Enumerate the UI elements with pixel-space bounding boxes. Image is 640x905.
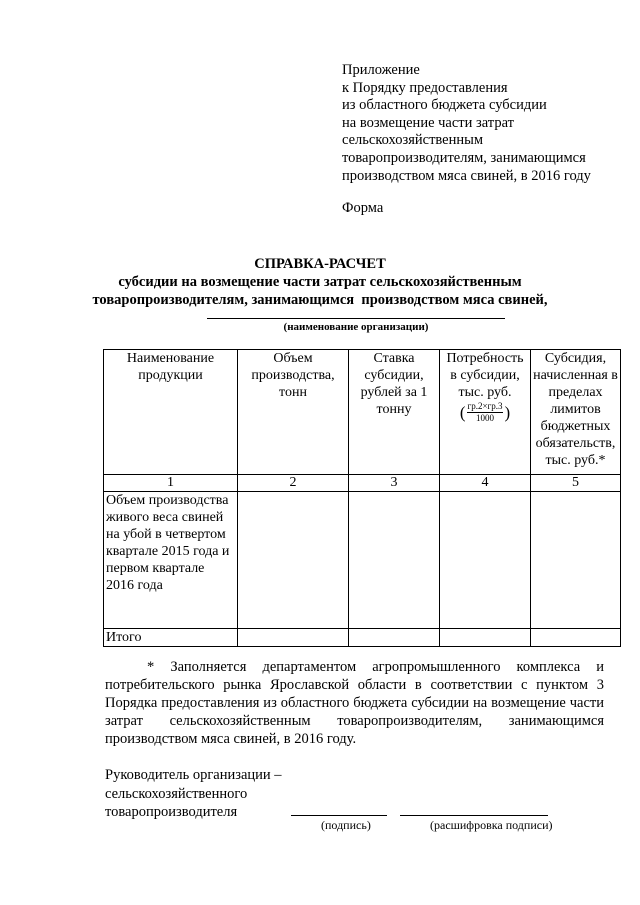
signer-block <box>105 766 282 822</box>
header-subsidy-need: Потребность в субсидии, тыс. руб. ( $\frac{гр.2\times гр.3}{1000}$ ) <box>440 350 531 475</box>
header-subsidy-accrued: Субсидия, начисленная в пределах лимитов бюджетных обязательств, тыс. руб.* <box>531 350 621 475</box>
signer-line: товаропроизводителя <box>105 804 238 820</box>
appendix-line: Приложение <box>342 62 420 78</box>
column-number-row <box>104 475 621 492</box>
header-product-name: Наименование продукции <box>104 350 238 475</box>
document-title <box>0 255 640 309</box>
appendix-line: на возмещение части затрат <box>342 114 514 131</box>
organization-name-line <box>207 318 505 319</box>
subsidy-calculation-table <box>103 349 621 647</box>
row-cell-empty <box>349 629 440 647</box>
footnote <box>105 658 604 748</box>
column-number: 5 <box>531 475 621 492</box>
appendix-line: производством мяса свиней, в 2016 году <box>342 167 591 184</box>
title-line-2: товаропроизводителям, занимающимся производством мяса свиней, <box>92 292 548 308</box>
table-header-row <box>104 350 621 475</box>
row-cell-empty <box>349 492 440 629</box>
form-label: Форма <box>342 200 384 216</box>
appendix-line: товаропроизводителям, занимающимся <box>342 149 586 166</box>
row-total-label: Итого <box>104 629 238 647</box>
appendix-line: к Порядку предоставления <box>342 79 508 96</box>
title-heading: СПРАВКА-РАСЧЕТ <box>254 256 386 272</box>
row-cell-empty <box>238 492 349 629</box>
row-cell-empty <box>440 629 531 647</box>
appendix-line: из областного бюджета субсидии <box>342 97 547 114</box>
table-row-total <box>104 629 621 647</box>
signer-line: сельскохозяйственного <box>105 785 248 802</box>
signature-line <box>291 815 387 816</box>
signature-caption: (подпись) <box>321 818 371 832</box>
row-cell-empty <box>531 492 621 629</box>
footnote-text: * Заполняется департаментом агропромышленного комплекса и потребительского рынка Ярославской области в соответствии с пунктом 3 Порядка предоставления из областного бюджета субсидии на возмещение части затрат сельскохозяйственным товаропроизводителям, занимающимся производством мяса свиней, в 2016 году. <box>105 659 604 747</box>
column-number: 4 <box>440 475 531 492</box>
appendix-block <box>342 62 591 185</box>
formula-numerator: гр.2×гр.3 <box>467 401 503 411</box>
signer-line: Руководитель организации – <box>105 767 282 783</box>
header-subsidy-rate: Ставка субсидии, рублей за 1 тонну <box>349 350 440 475</box>
column-number: 3 <box>349 475 440 492</box>
row-cell-empty <box>238 629 349 647</box>
row-cell-empty <box>531 629 621 647</box>
column-number: 2 <box>238 475 349 492</box>
appendix-line: сельскохозяйственным <box>342 132 484 149</box>
formula-denominator: 1000 <box>476 413 494 423</box>
table-row <box>104 492 621 629</box>
column-number: 1 <box>104 475 238 492</box>
formula-fraction <box>467 401 504 424</box>
signature-decode-caption: (расшифровка подписи) <box>430 818 553 832</box>
row-cell-empty <box>440 492 531 629</box>
organization-name-caption: (наименование организации) <box>283 321 429 333</box>
header-subsidy-need-label: Потребность в субсидии, тыс. руб. <box>446 351 524 400</box>
header-production-volume: Объем производства, тонн <box>238 350 349 475</box>
row-product-name: Объем производства живого веса свиней на убой в четвертом квартале 2015 года и первом квартале 2016 года <box>104 492 238 629</box>
signature-decode-line <box>400 815 548 816</box>
title-line-1: субсидии на возмещение части затрат сельскохозяйственным <box>118 274 522 290</box>
